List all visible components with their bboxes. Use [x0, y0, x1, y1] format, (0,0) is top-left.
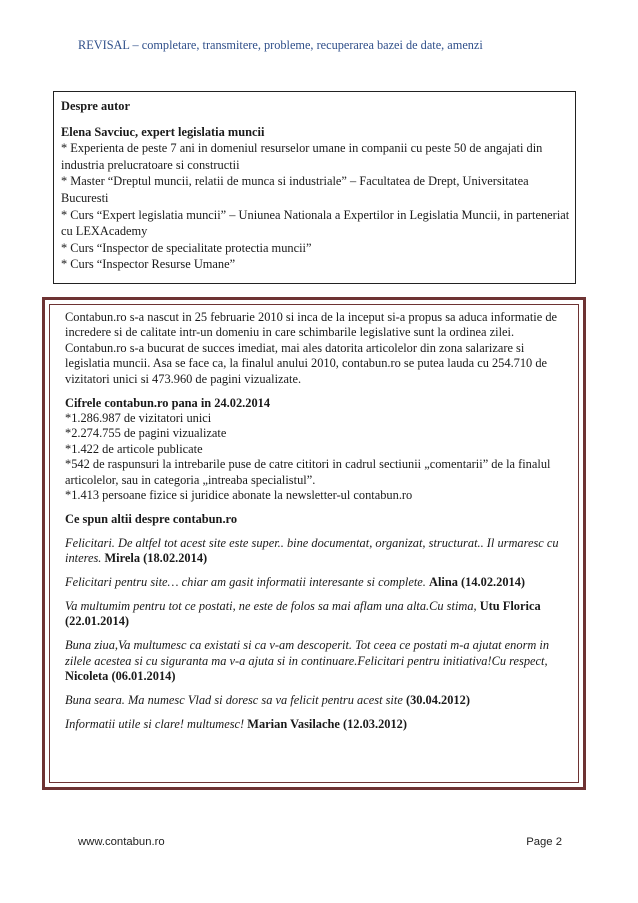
testimonial-author: (30.04.2012)	[405, 693, 470, 708]
testimonial-text: Buna seara. Ma numesc Vlad si doresc sa va felicit pentru acest site	[65, 693, 403, 708]
testimonial	[65, 575, 568, 590]
author-item: * Curs “Inspector Resurse Umane”	[61, 257, 236, 272]
testimonial-author: Utu Florica (22.01.2014)	[65, 599, 541, 629]
running-header: REVISAL – completare, transmitere, probleme, recuperarea bazei de date, amenzi	[78, 38, 483, 52]
author-item: * Master “Dreptul muncii, relatii de munca si industriale” – Facultatea de Drept, Universitatea Bucuresti	[61, 174, 529, 205]
stat-item: *1.422 de articole publicate	[65, 441, 203, 456]
promo-frame	[42, 297, 586, 790]
stat-item: *542 de raspunsuri la intrebarile puse de catre cititori in cadrul sectiunii „comentarii” de la finalul articolelor, sau in categoria „intreaba specialistul”.	[65, 457, 551, 487]
testimonial-text: Felicitari pentru site… chiar am gasit informatii interesante si complete.	[65, 575, 426, 590]
testimonials-heading: Ce spun altii despre contabun.ro	[65, 511, 238, 526]
testimonial-author: Marian Vasilache (12.03.2012)	[247, 716, 407, 731]
testimonial-text: Va multumim pentru tot ce postati, ne este de folos sa mai aflam una alta.Cu stima,	[65, 599, 477, 613]
testimonial-text: Felicitari. De altfel tot acest site este super.. bine documentat, organizat, structurat.. Il urmaresc cu interes.	[65, 535, 559, 566]
author-heading: Despre autor	[61, 99, 130, 113]
stat-item: *2.274.755 de pagini vizualizate	[65, 426, 227, 441]
testimonial	[65, 638, 568, 684]
testimonial	[65, 536, 568, 567]
author-item: * Curs “Inspector de specialitate protectia muncii”	[61, 240, 312, 255]
footer-site-link[interactable]: www.contabun.ro	[78, 836, 165, 848]
author-name: Elena Savciuc, expert legislatia muncii	[61, 124, 265, 139]
promo-content	[49, 304, 579, 783]
stat-item: *1.413 persoane fizice si juridice abonate la newsletter-ul contabun.ro	[65, 487, 413, 502]
testimonial-author: Alina (14.02.2014)	[429, 575, 526, 590]
testimonial	[65, 599, 568, 630]
author-item: * Experienta de peste 7 ani in domeniul resurselor umane in companii cu peste 50 de angajati din industria prelucratoare si constructii	[61, 141, 543, 172]
testimonial-text: Informatii utile si clare! multumesc!	[65, 716, 245, 731]
promo-intro: Contabun.ro s-a nascut in 25 februarie 2010 si inca de la inceput si-a propus sa aduca informatie de incredere si de calitate intr-un domeniu in care schimbarile legislative sunt la ordinea zilei. Contabun.ro s-a bucurat de succes imediat, mai ales datorita articolelor din zona salarizare si legislatia muncii. Asa se face ca, la finalul anului 2010, contabun.ro se putea lauda cu 254.710 de vizitatori unici si 473.960 de pagini vizualizate.	[65, 310, 558, 386]
author-item: * Curs “Expert legislatia muncii” – Uniunea Nationala a Expertilor in Legislatia Muncii, in parteneriat cu LEXAcademy	[61, 207, 570, 239]
stat-item: *1.286.987 de vizitatori unici	[65, 410, 212, 425]
author-box	[53, 91, 576, 284]
testimonial-text: Buna ziua,Va multumesc ca existati si ca v-am descoperit. Tot ceea ce postati m-a ajutat enorm in zilele acestea si cu siguranta ma v-a ajuta si in continuare.Felicitari pentru initiativa!Cu respect,	[65, 638, 550, 668]
testimonial	[65, 717, 568, 732]
page-number: Page 2	[526, 836, 562, 848]
testimonial-author: Mirela (18.02.2014)	[104, 551, 208, 566]
testimonial-author: Nicoleta (06.01.2014)	[65, 669, 176, 684]
stats-heading: Cifrele contabun.ro pana in 24.02.2014	[65, 395, 271, 410]
testimonial	[65, 693, 568, 708]
